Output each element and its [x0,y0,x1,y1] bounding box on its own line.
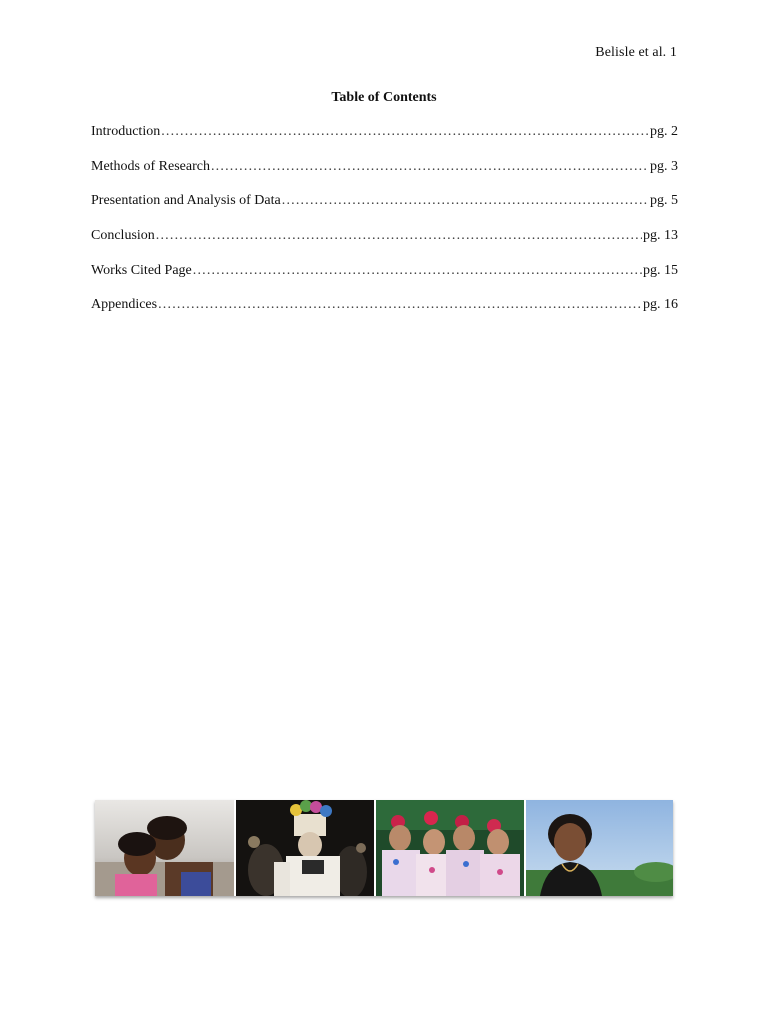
toc-entry-page: pg. 3 [650,158,678,174]
toc-leader [282,193,649,209]
toc-leader [161,124,649,140]
toc-entry-presentation [91,193,678,228]
toc-title: Table of Contents [331,90,437,105]
photo-women-group [376,800,523,896]
toc-entry-label: Introduction [91,124,161,139]
toc-leader [193,263,642,279]
toc-entry-label: Methods of Research [91,158,210,174]
toc-entry-appendices [91,297,678,332]
running-head: Belisle et al. 1 [595,45,677,60]
toc-entry-label: Presentation and Analysis of Data [91,193,281,209]
toc-leader [211,159,649,175]
toc-entry-label: Works Cited Page [91,262,192,278]
toc-entry-page: pg. 15 [643,262,678,278]
toc-entry-works-cited [91,263,678,298]
toc-leader [156,228,642,244]
toc-entry-methods [91,159,678,194]
toc-list [91,124,678,332]
photo-woman-portrait [526,800,673,896]
toc-entry-page: pg. 5 [650,193,678,209]
photo-children-beach [95,800,234,896]
toc-entry-label: Appendices [91,297,158,313]
toc-entry-page: pg. 16 [643,297,678,313]
toc-entry-label: Conclusion [91,228,155,244]
toc-entry-introduction [91,124,678,159]
toc-entry-conclusion [91,228,678,263]
photo-costumed-dancer [236,800,375,896]
toc-leader [158,297,642,313]
toc-entry-page: pg. 2 [650,124,678,139]
photo-strip [95,800,673,896]
toc-entry-page: pg. 13 [643,228,678,244]
